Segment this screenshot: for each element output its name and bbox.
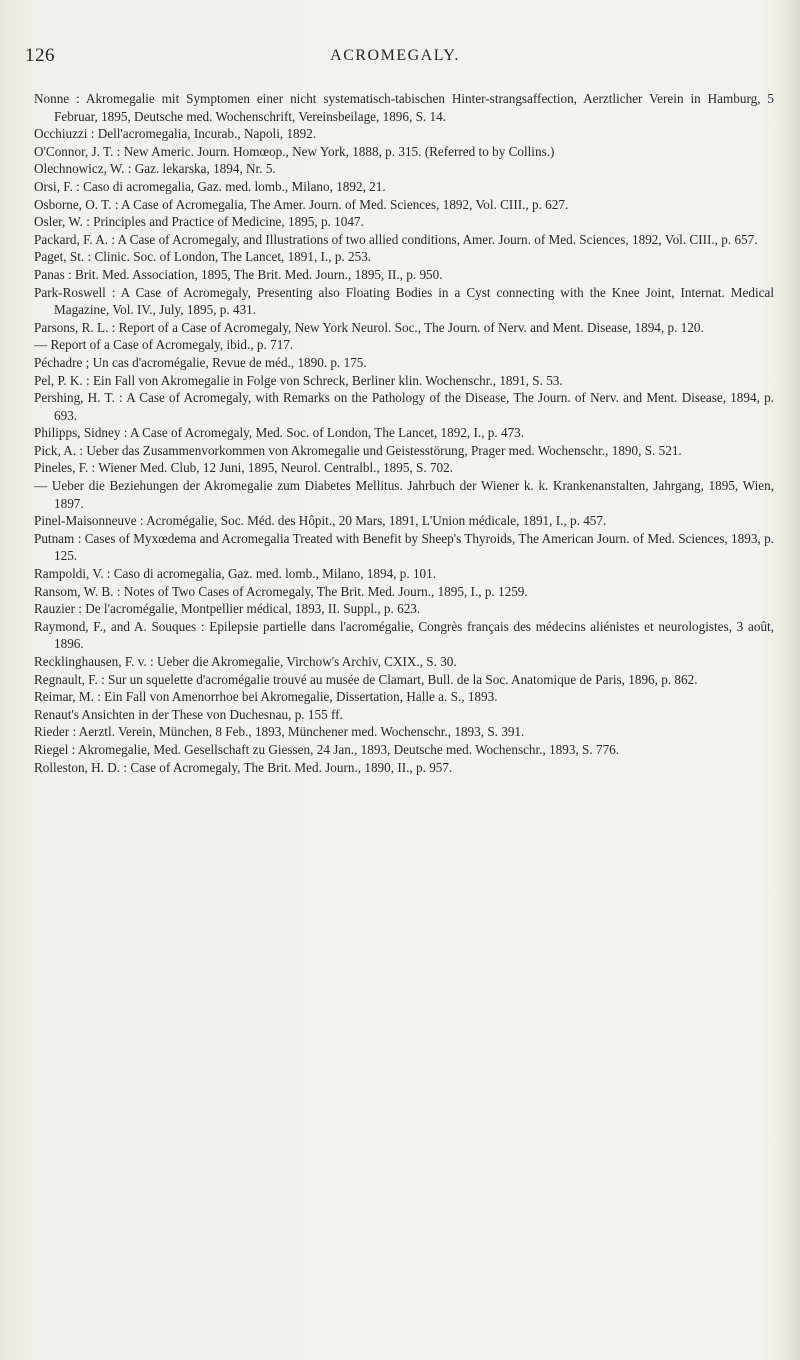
bibliography-entry-rauzier: Rauzier : De l'acromégalie, Montpellier médical, 1893, II. Suppl., p. 623.	[34, 601, 421, 617]
bibliography-entry-panas: Panas : Brit. Med. Association, 1895, The Brit. Med. Journ., 1895, II., p. 950.	[34, 266, 443, 282]
bibliography-entry-pineles-2: — Ueber die Beziehungen der Akromegalie zum Diabetes Mellitus. Jahrbuch der Wiener k. k. Krankenanstalten, Jahrgang, 1895, Wien, 1897.	[34, 478, 774, 511]
bibliography-entry-pechadre: Péchadre ; Un cas d'acromégalie, Revue de méd., 1890. p. 175.	[34, 354, 367, 370]
bibliography-entry-riegel: Riegel : Akromegalie, Med. Gesellschaft zu Giessen, 24 Jan., 1893, Deutsche med. Wochenschr., 1893, S. 776.	[34, 741, 620, 757]
page-header	[25, 45, 765, 73]
bibliography-entry-rampoldi: Rampoldi, V. : Caso di acromegalia, Gaz. med. lomb., Milano, 1894, p. 101.	[34, 566, 437, 582]
bibliography-entry-parsons: Parsons, R. L. : Report of a Case of Acromegaly, New York Neurol. Soc., The Journ. of Nerv. and Ment. Disease, 1894, p. 120.	[34, 319, 704, 335]
bibliography-entry-rolleston: Rolleston, H. D. : Case of Acromegaly, The Brit. Med. Journ., 1890, II., p. 957.	[34, 759, 453, 775]
bibliography-entry-olechnowicz: Olechnowicz, W. : Gaz. lekarska, 1894, Nr. 5.	[34, 161, 276, 177]
bibliography-entry-osler: Osler, W. : Principles and Practice of Medicine, 1895, p. 1047.	[34, 214, 364, 230]
bibliography-entry-pel: Pel, P. K. : Ein Fall von Akromegalie in Folge von Schreck, Berliner klin. Wochenschr., 1891, S. 53.	[34, 372, 563, 388]
page-number: 126	[25, 45, 55, 66]
bibliography-entry-pick: Pick, A. : Ueber das Zusammenvorkommen von Akromegalie und Geistesstörung, Prager med. Wochenschr., 1890, S. 521.	[34, 442, 682, 458]
bibliography-entry-rieder: Rieder : Aerztl. Verein, München, 8 Feb., 1893, Münchener med. Wochenschr., 1893, S. 391.	[34, 724, 525, 740]
bibliography-entry-parsons-2: — Report of a Case of Acromegaly, ibid., p. 717.	[34, 337, 294, 353]
bibliography-entry-regnault: Regnault, F. : Sur un squelette d'acromégalie trouvé au musée de Clamart, Bull. de la Soc. Anatomique de Paris, 1896, p. 862.	[34, 671, 698, 687]
bibliography-entry-pershing: Pershing, H. T. : A Case of Acromegaly, with Remarks on the Pathology of the Disease, The Journ. of Nerv. and Ment. Disease, 1894, p. 693.	[34, 390, 774, 423]
bibliography-entry-park-roswell: Park-Roswell : A Case of Acromegaly, Presenting also Floating Bodies in a Cyst connecting with the Knee Joint, Internat. Medical Magazine, Vol. IV., July, 1895, p. 431.	[34, 284, 774, 318]
bibliography-entry-pinel-maisonneuve: Pinel-Maisonneuve : Acromégalie, Soc. Méd. des Hôpit., 20 Mars, 1891, L'Union médicale, 1891, I., p. 457.	[34, 513, 607, 529]
running-head: ACROMEGALY.	[330, 47, 460, 64]
bibliography-entry-ransom: Ransom, W. B. : Notes of Two Cases of Acromegaly, The Brit. Med. Journ., 1895, I., p. 1259.	[34, 583, 528, 599]
bibliography-entry-nonne: Nonne : Akromegalie mit Symptomen einer nicht systematisch-tabischen Hinter-strangsaffection, Aerztlicher Verein in Hamburg, 5 Februar, 1895, Deutsche med. Wochenschrift, Vereinsbeilage, 1896, S. 14.	[34, 91, 774, 124]
bibliography-entry-renaut: Renaut's Ansichten in der These von Duchesnau, p. 155 ff.	[34, 706, 343, 722]
bibliography-entry-orsi: Orsi, F. : Caso di acromegalia, Gaz. med. lomb., Milano, 1892, 21.	[34, 178, 386, 194]
bibliography-entry-raymond: Raymond, F., and A. Souques : Epilepsie partielle dans l'acromégalie, Congrès français des médecins aliénistes et neurologistes, 3 août, 1896.	[34, 618, 774, 652]
bibliography-entry-putnam: Putnam : Cases of Myxœdema and Acromegalia Treated with Benefit by Sheep's Thyroids, The American Journ. of Med. Sciences, 1893, p. 125.	[34, 530, 774, 564]
bibliography-entry-oconnor: O'Connor, J. T. : New Americ. Journ. Homœop., New York, 1888, p. 315. (Referred to by Collins.)	[34, 143, 555, 159]
bibliography-entry-recklinghausen: Recklinghausen, F. v. : Ueber die Akromegalie, Virchow's Archiv, CXIX., S. 30.	[34, 654, 457, 669]
bibliography-entry-reimar: Reimar, M. : Ein Fall von Amenorrhoe bei Akromegalie, Dissertation, Halle a. S., 1893.	[34, 689, 498, 705]
bibliography-entry-philipps: Philipps, Sidney : A Case of Acromegaly, Med. Soc. of London, The Lancet, 1892, I., p. 473.	[34, 425, 525, 441]
bibliography-list	[34, 90, 774, 776]
bibliography-entry-pineles: Pineles, F. : Wiener Med. Club, 12 Juni, 1895, Neurol. Centralbl., 1895, S. 702.	[34, 460, 454, 476]
page-edge-shadow	[782, 0, 800, 1360]
bibliography-entry-occhiuzzi: Occhiuzzi : Dell'acromegalia, Incurab., Napoli, 1892.	[34, 126, 317, 142]
bibliography-entry-paget: Paget, St. : Clinic. Soc. of London, The Lancet, 1891, I., p. 253.	[34, 249, 372, 265]
bibliography-entry-osborne: Osborne, O. T. : A Case of Acromegalia, The Amer. Journ. of Med. Sciences, 1892, Vol. CIII., p. 627.	[34, 196, 569, 212]
bibliography-entry-packard: Packard, F. A. : A Case of Acromegaly, and Illustrations of two allied conditions, Amer. Journ. of Med. Sciences, 1892, Vol. CIII., p. 657.	[34, 231, 758, 247]
